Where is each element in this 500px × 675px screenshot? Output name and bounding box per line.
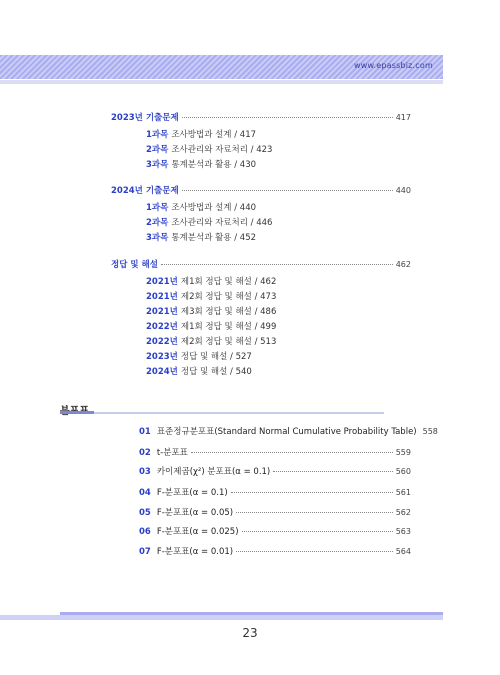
page-number: 23: [242, 626, 258, 640]
item-text: 제2회 정답 및 해설 / 513: [180, 337, 277, 347]
appendix-num: 02: [139, 448, 151, 458]
toc-item[interactable]: [146, 128, 256, 140]
item-text: 조사관리와 자료처리 / 423: [171, 145, 273, 155]
item-label: 1과목: [146, 130, 169, 140]
appendix-rule: [94, 412, 384, 414]
section-page: 417: [395, 113, 411, 122]
toc-item[interactable]: [146, 350, 252, 362]
item-text: 정답 및 해설 / 527: [180, 352, 252, 362]
toc-section-answers[interactable]: [111, 258, 411, 270]
toc-item[interactable]: [146, 305, 276, 317]
appendix-row-title: F-분포표(α = 0.1): [156, 488, 228, 498]
appendix-num: 01: [139, 427, 151, 437]
dot-leader: [273, 471, 392, 472]
appendix-rule-accent: [60, 411, 94, 414]
appendix-row-title: 카이제곱(χ²) 분포표(α = 0.1): [156, 467, 271, 477]
appendix-num: 05: [139, 508, 151, 518]
item-text: 조사방법과 설계 / 417: [171, 130, 257, 140]
section-title: 2023년 기출문제: [111, 113, 179, 123]
dot-leader: [236, 551, 393, 552]
toc-item[interactable]: [146, 290, 276, 302]
item-label: 1과목: [146, 203, 169, 213]
appendix-row[interactable]: [139, 506, 411, 518]
appendix-row-title: 표준정규분포표(Standard Normal Cumulative Probability Table): [156, 427, 417, 437]
toc-item[interactable]: [146, 335, 276, 347]
toc-item[interactable]: [146, 158, 256, 170]
item-text: 제1회 정답 및 해설 / 499: [180, 322, 277, 332]
appendix-page: 561: [395, 488, 411, 497]
item-text: 통계분석과 활용 / 452: [171, 233, 257, 243]
toc-item[interactable]: [146, 216, 272, 228]
toc-item[interactable]: [146, 201, 256, 213]
item-text: 제1회 정답 및 해설 / 462: [180, 277, 277, 287]
appendix-row[interactable]: [139, 545, 411, 557]
section-title: 2024년 기출문제: [111, 186, 179, 196]
appendix-row[interactable]: [139, 525, 411, 537]
toc-item[interactable]: [146, 275, 276, 287]
appendix-num: 04: [139, 488, 151, 498]
section-page: 462: [395, 260, 411, 269]
dot-leader: [236, 512, 393, 513]
dot-leader: [182, 117, 393, 118]
header-divider: [0, 80, 443, 84]
appendix-row-title: F-분포표(α = 0.01): [156, 547, 234, 557]
appendix-row-title: t-분포표: [156, 448, 188, 458]
item-label: 2과목: [146, 218, 169, 228]
header-band: [0, 55, 443, 79]
dot-leader: [191, 452, 393, 453]
dot-leader: [161, 264, 393, 265]
dot-leader: [242, 531, 393, 532]
appendix-page: 562: [395, 508, 411, 517]
item-text: 정답 및 해설 / 540: [180, 367, 252, 377]
item-label: 2023년: [146, 352, 178, 362]
item-label: 3과목: [146, 233, 169, 243]
item-label: 2022년: [146, 337, 178, 347]
item-label: 2024년: [146, 367, 178, 377]
appendix-num: 07: [139, 547, 151, 557]
toc-item[interactable]: [146, 320, 276, 332]
appendix-row[interactable]: [139, 425, 438, 437]
item-label: 3과목: [146, 160, 169, 170]
item-label: 2022년: [146, 322, 178, 332]
appendix-row[interactable]: [139, 486, 411, 498]
section-page: 440: [395, 186, 411, 195]
toc-section-2024[interactable]: [111, 184, 411, 196]
footer-band: [0, 615, 443, 620]
appendix-row-title: F-분포표(α = 0.025): [156, 527, 239, 537]
toc-item[interactable]: [146, 231, 256, 243]
appendix-row-title: F-분포표(α = 0.05): [156, 508, 234, 518]
appendix-num: 03: [139, 467, 151, 477]
header-url[interactable]: www.epassbiz.com: [353, 61, 433, 70]
appendix-row[interactable]: [139, 465, 411, 477]
item-label: 2과목: [146, 145, 169, 155]
item-text: 조사관리와 자료처리 / 446: [171, 218, 273, 228]
appendix-page: 564: [395, 547, 411, 556]
appendix-row[interactable]: [139, 446, 411, 458]
item-label: 2021년: [146, 292, 178, 302]
item-label: 2021년: [146, 277, 178, 287]
item-text: 통계분석과 활용 / 430: [171, 160, 257, 170]
toc-section-2023[interactable]: [111, 111, 411, 123]
item-text: 제3회 정답 및 해설 / 486: [180, 307, 277, 317]
section-title: 정답 및 해설: [111, 260, 158, 270]
toc-item[interactable]: [146, 143, 272, 155]
dot-leader: [231, 492, 393, 493]
dot-leader: [182, 190, 393, 191]
appendix-page: 558: [422, 427, 438, 436]
appendix-page: 560: [395, 467, 411, 476]
appendix-page: 559: [395, 448, 411, 457]
page-margin: [443, 55, 500, 620]
item-text: 제2회 정답 및 해설 / 473: [180, 292, 277, 302]
appendix-title: [60, 402, 89, 417]
appendix-num: 06: [139, 527, 151, 537]
item-label: 2021년: [146, 307, 178, 317]
appendix-page: 563: [395, 527, 411, 536]
toc-item[interactable]: [146, 365, 252, 377]
item-text: 조사방법과 설계 / 440: [171, 203, 257, 213]
